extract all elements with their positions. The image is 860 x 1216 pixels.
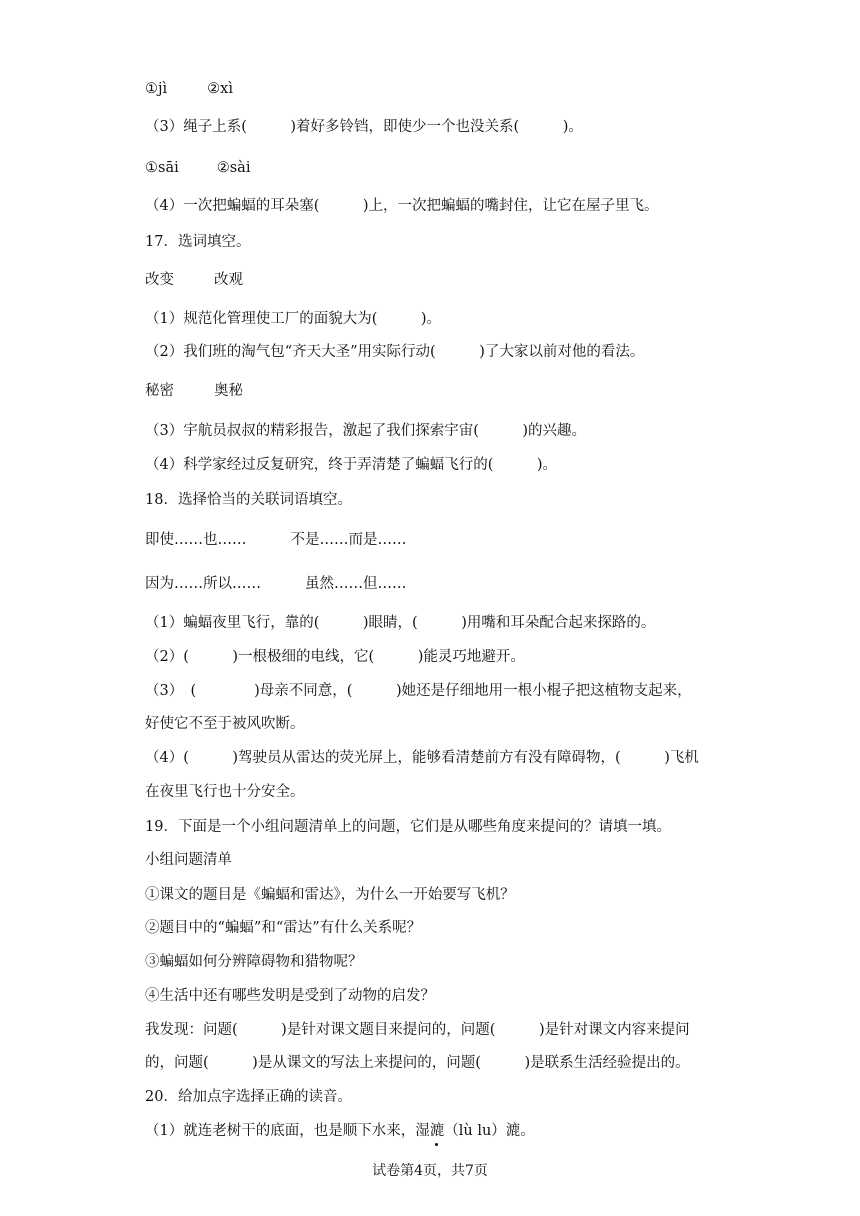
list-item: ①课文的题目是《蝙蝠和雷达》，为什么一开始要写飞机？ bbox=[145, 887, 515, 903]
question-line: （3） ( )母亲不同意，( )她还是仔细地用一根小棍子把这植物支起来， bbox=[145, 683, 692, 699]
word-option: 改变 bbox=[145, 272, 174, 288]
options-line bbox=[145, 79, 233, 99]
option-1: ①sāi bbox=[145, 160, 179, 176]
answer-line: 的，问题( )是从课文的写法上来提问的，问题( )是联系生活经验提出的。 bbox=[145, 1055, 690, 1071]
word-option: 秘密 bbox=[145, 383, 174, 399]
question-heading: 17．选词填空。 bbox=[145, 234, 251, 250]
question-text: （1）就连老树干的底面，也是顺下水来，湿 bbox=[145, 1123, 430, 1139]
list-item: ②题目中的“蝙蝠”和“雷达”有什么关系呢？ bbox=[145, 920, 422, 936]
word-options bbox=[145, 381, 243, 401]
question-line: 好使它不至于被风吹断。 bbox=[145, 716, 305, 732]
option-2: ②xì bbox=[207, 81, 233, 97]
option-1: ①jì bbox=[145, 81, 168, 97]
conjunction-options bbox=[145, 530, 407, 550]
option-2: ②sài bbox=[216, 160, 251, 176]
list-item: ③蝙蝠如何分辨障碍物和猎物呢？ bbox=[145, 954, 363, 970]
question-line: （4）( )驾驶员从雷达的荧光屏上，能够看清楚前方有没有障碍物，( )飞机 bbox=[145, 750, 699, 766]
question-line: （1）规范化管理使工厂的面貌大为( )。 bbox=[145, 311, 442, 327]
word-option: 改观 bbox=[214, 272, 243, 288]
options-line bbox=[145, 158, 250, 178]
word-option: 奥秘 bbox=[214, 383, 243, 399]
question-line: （1）蝙蝠夜里飞行，靠的( )眼睛，( )用嘴和耳朵配合起来探路的。 bbox=[145, 615, 656, 631]
question-line: （2）( )一根极细的电线，它( )能灵巧地避开。 bbox=[145, 649, 525, 665]
question-line: 在夜里飞行也十分安全。 bbox=[145, 784, 305, 800]
conjunction-option: 因为……所以…… bbox=[145, 576, 261, 592]
conjunction-option: 不是……而是…… bbox=[290, 532, 407, 548]
conjunction-option: 虽然……但…… bbox=[305, 576, 407, 592]
answer-line: 我发现：问题( )是针对课文题目来提问的，问题( )是针对课文内容来提问 bbox=[145, 1022, 690, 1038]
question-line: （3）宇航员叔叔的精彩报告，激起了我们探索宇宙( )的兴趣。 bbox=[145, 423, 587, 439]
question-heading: 18．选择恰当的关联词语填空。 bbox=[145, 492, 352, 508]
dotted-character: 漉 bbox=[429, 1123, 445, 1139]
question-line bbox=[145, 1121, 535, 1141]
question-line: （4）科学家经过反复研究，终于弄清楚了蝙蝠飞行的( )。 bbox=[145, 457, 558, 473]
question-text: （lù lu）漉。 bbox=[444, 1123, 535, 1139]
conjunction-option: 即使……也…… bbox=[145, 532, 247, 548]
question-heading: 20．给加点字选择正确的读音。 bbox=[145, 1089, 352, 1105]
word-options bbox=[145, 270, 243, 290]
list-title: 小组问题清单 bbox=[145, 852, 232, 868]
question-line: （2）我们班的淘气包“齐天大圣”用实际行动( )了大家以前对他的看法。 bbox=[145, 344, 645, 360]
question-line: （4）一次把蝙蝠的耳朵塞( )上，一次把蝙蝠的嘴封住，让它在屋子里飞。 bbox=[145, 198, 659, 214]
question-heading: 19．下面是一个小组问题清单上的问题，它们是从哪些角度来提问的？请填一填。 bbox=[145, 819, 671, 835]
page-footer: 试卷第4页，共7页 bbox=[372, 1163, 488, 1179]
question-line: （3）绳子上系( )着好多铃铛，即使少一个也没关系( )。 bbox=[145, 119, 583, 135]
list-item: ④生活中还有哪些发明是受到了动物的启发？ bbox=[145, 988, 435, 1004]
conjunction-options bbox=[145, 574, 407, 594]
